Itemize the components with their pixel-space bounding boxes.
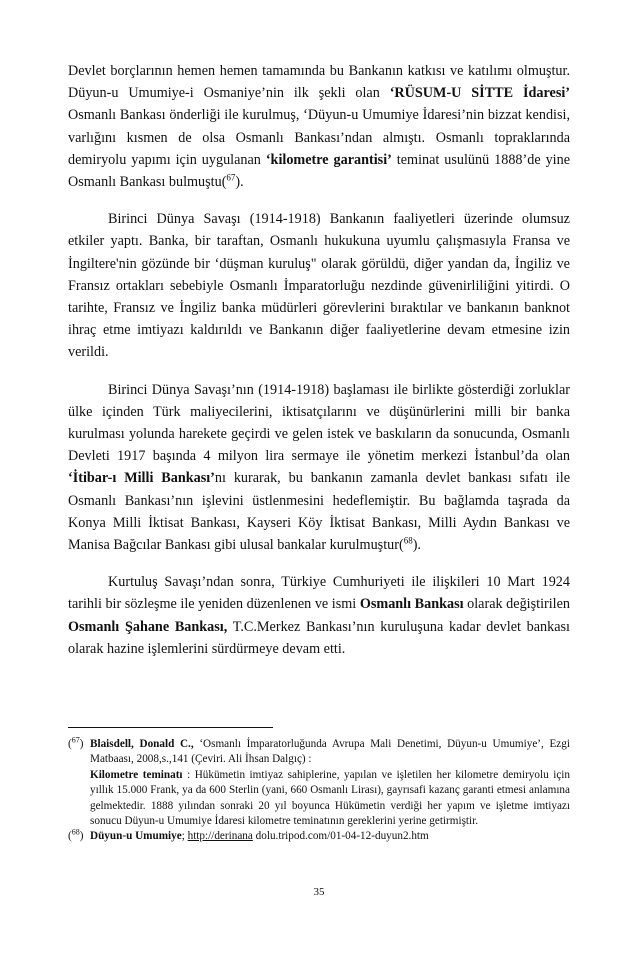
paragraph-4 — [68, 571, 570, 660]
footnote-67 — [68, 737, 570, 829]
text: Osmanlı Bankası önderliği ile kurulmuş, ‘Düyun-u Umumiye İdaresi’nin bizzat kendisi, varlığını kısmen de olsa Osmanlı Bankası’ndan almıştı. Osmanlı topraklarında demiryolu yapımı için uygulanan — [68, 107, 570, 168]
footnotes — [68, 737, 570, 845]
footnote-text: dolu.tripod.com/01-04-12-duyun2.htm — [252, 830, 429, 843]
page-number: 35 — [313, 886, 325, 898]
footnote-term: Kilometre teminatı — [90, 768, 183, 781]
footnote-text: ‘Osmanlı İmparatorluğunda Avrupa Mali Denetimi, Düyun-u Umumiye’, Ezgi Matbaası, 2008,s.,141 (Çeviri. Ali İhsan Dalgıç) : — [90, 738, 570, 766]
footnote-67-definition — [90, 768, 570, 830]
footnote-title: Düyun-u Umumiye — [90, 830, 182, 843]
footnote-text: : Hükümetin imtiyaz sahiplerine, yapılan ve işletilen her kilometre demiryolu için yıllık 15.000 Frank, ya da 600 Sterlin (yani, 660 Osmanlı Lirası), gayrısafi kazanç garanti etmesi anlamına gelmektedir. 1888 yılından sonraki 20 yıl boyunca Hükümetin verdiği her yapım ve işletme imtiyazı sonucu Düyun-u Umumiye İdaresi kilometre teminatının gereklerini yerine getirmiştir. — [90, 768, 570, 828]
bold-term-itibar-i-milli: ‘İtibar-ı Milli Bankası’ — [68, 470, 215, 487]
text: Birinci Dünya Savaşı (1914-1918) Bankanın faaliyetleri üzerinde olumsuz etkiler yaptı. Banka, bir taraftan, Osmanlı hukukuna uyumlu çalışmasıyla Fransa ve İngiltere'nin gözünde bir ‘düşman kuruluş" olarak görüldü, diğer yandan da, İngiliz ve Fransız ortakları sebebiyle Osmanlı İmparatorluğu nezdinde güvenirliliğini yitirdi. O tarihte, Fransız ve İngiliz banka müdürleri görevlerini bıraktılar ve bankanın banknot ihraç etme imtiyazı kaldırıldı ve Bankanın diğer faaliyetlerine devam etmesine izin verildi. — [68, 211, 570, 361]
text: Kurtuluş Savaşı’ndan sonra, Türkiye Cumhuriyeti ile ilişkileri 10 Mart 1924 tarihli bir sözleşme ile yeniden düzenlenen ve ismi — [68, 574, 570, 613]
footnote-68: ($^{68}$) Düyun-u Umumiye; http://derinana dolu.tripod.com/01-04-12-duyun2.htm — [68, 829, 570, 844]
footnote-ref-67[interactable]: 67 — [226, 172, 236, 183]
footnote-divider — [68, 727, 273, 728]
text: nı kurarak, bu bankanın zamanla devlet bankası sıfatı ile Osmanlı Bankası’nın işlevini üstlenmesini hedeflemiştir. Bu bağlamda taşrada da Konya Milli İktisat Bankası, Kayseri Köy İktisat Bankası, Milli Aydın Bankası ve Manisa Bağcılar Bankası gibi ulusal bankalar kurulmuştur( — [68, 470, 570, 554]
text: ). — [235, 174, 244, 191]
text: teminat usulünü 1888’de yine Osmanlı Bankası bulmuştu( — [68, 151, 570, 191]
bold-term-rusum-u-sitte: ‘RÜSUM-U SİTTE İdaresi’ — [389, 85, 571, 102]
footnote-marker: ($^{68}$) — [68, 827, 84, 843]
body-text — [68, 60, 570, 675]
footnote-marker: ($^{67}$) — [68, 735, 84, 750]
text: T.C.Merkez Bankası’nın kuruluşuna kadar devlet bankası olarak hazine işlemlerini sürdürmeye devam etti. — [68, 618, 570, 657]
footnote-67-citation — [90, 737, 570, 768]
paragraph-3 — [68, 379, 570, 557]
paragraph-2 — [68, 208, 570, 363]
text: Birinci Dünya Savaşı’nın (1914-1918) başlaması ile birlikte gösterdiği zorluklar ülke içinden Türk maliyecilerini, iktisatçılarını ve düşünürlerini milli bir banka kurulması yolunda harekete geçirdi ve gelen istek ve baskıların da sonucunda, Osmanlı Devleti 1917 başında 4 milyon lira sermaye ile yönetim merkezi İstanbul’da olan — [68, 381, 570, 465]
footnote-ref-68[interactable]: 68 — [403, 535, 413, 546]
text: olarak değiştirilen — [463, 596, 571, 613]
bold-term-osmanli-sahane-bankasi: Osmanlı Şahane Bankası, — [68, 618, 228, 635]
bold-term-osmanli-bankasi: Osmanlı Bankası — [359, 596, 464, 613]
paragraph-1 — [68, 60, 570, 193]
bold-term-kilometre-garantisi: ‘kilometre garantisi’ — [265, 151, 392, 168]
text: ). — [412, 537, 421, 554]
text: Devlet borçlarının hemen hemen tamamında bu Bankanın katkısı ve katılımı olmuştur. Düyun-u Umumiye-i Osmaniye’nin ilk şekli olan — [68, 63, 570, 102]
footnote-author: Blaisdell, Donald C., — [90, 738, 194, 750]
footnote-link[interactable]: http://derinana — [187, 830, 253, 843]
